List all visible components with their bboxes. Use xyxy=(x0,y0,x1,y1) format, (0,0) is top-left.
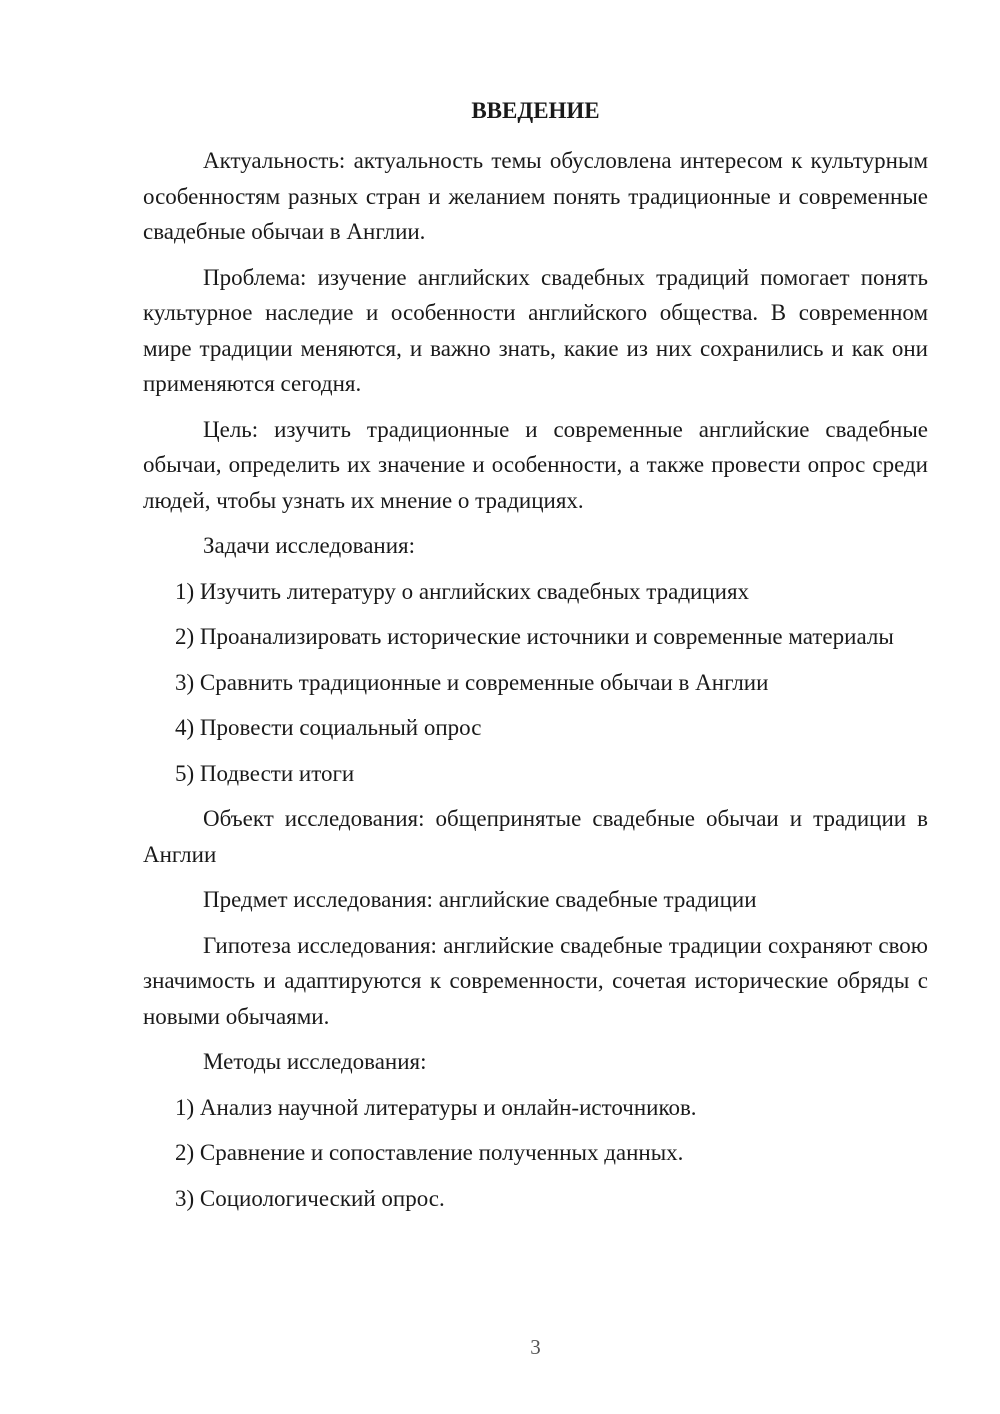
method-item-1: 1) Анализ научной литературы и онлайн-источников. xyxy=(175,1094,697,1120)
task-item-5: 5) Подвести итоги xyxy=(175,760,355,786)
paragraph-goal: Цель: изучить традиционные и современные английские свадебные обычаи, определить их значение и особенности, а также провести опрос среди людей, чтобы узнать их мнение о традициях. xyxy=(143,416,928,513)
method-item-2: 2) Сравнение и сопоставление полученных данных. xyxy=(175,1140,684,1165)
task-item-3: 3) Сравнить традиционные и современные обычаи в Англии xyxy=(175,669,769,695)
method-item-3: 3) Социологический опрос. xyxy=(175,1185,445,1211)
paragraph-problem: Проблема: изучение английских свадебных традиций помогает понять культурное наследие и особенности английского общества. В современном мире традиции меняются, и важно знать, какие из них сохранились и как они применяются сегодня. xyxy=(143,264,928,396)
paragraph-object: Объект исследования: общепринятые свадебные обычаи и традиции в Англии xyxy=(143,806,928,867)
paragraph-relevance: Актуальность: актуальность темы обусловлена интересом к культурным особенностям разных стран и желанием понять традиционные и современные свадебные обычаи в Англии. xyxy=(143,148,928,244)
paragraph-tasks-heading: Задачи исследования: xyxy=(203,533,416,558)
task-item-1: 1) Изучить литературу о английских свадебных традициях xyxy=(175,578,750,604)
document-body xyxy=(143,143,928,1226)
paragraph-subject: Предмет исследования: английские свадебные традиции xyxy=(203,887,757,912)
section-title: ВВЕДЕНИЕ xyxy=(471,98,600,123)
paragraph-hypothesis: Гипотеза исследования: английские свадебные традиции сохраняют свою значимость и адаптируются к современности, сочетая исторические обряды с новыми обычаями. xyxy=(143,932,928,1029)
task-item-2: 2) Проанализировать исторические источники и современные материалы xyxy=(175,624,894,649)
task-item-4: 4) Провести социальный опрос xyxy=(175,715,482,740)
paragraph-methods-heading: Методы исследования: xyxy=(203,1049,427,1074)
page-number: 3 xyxy=(530,1335,541,1359)
